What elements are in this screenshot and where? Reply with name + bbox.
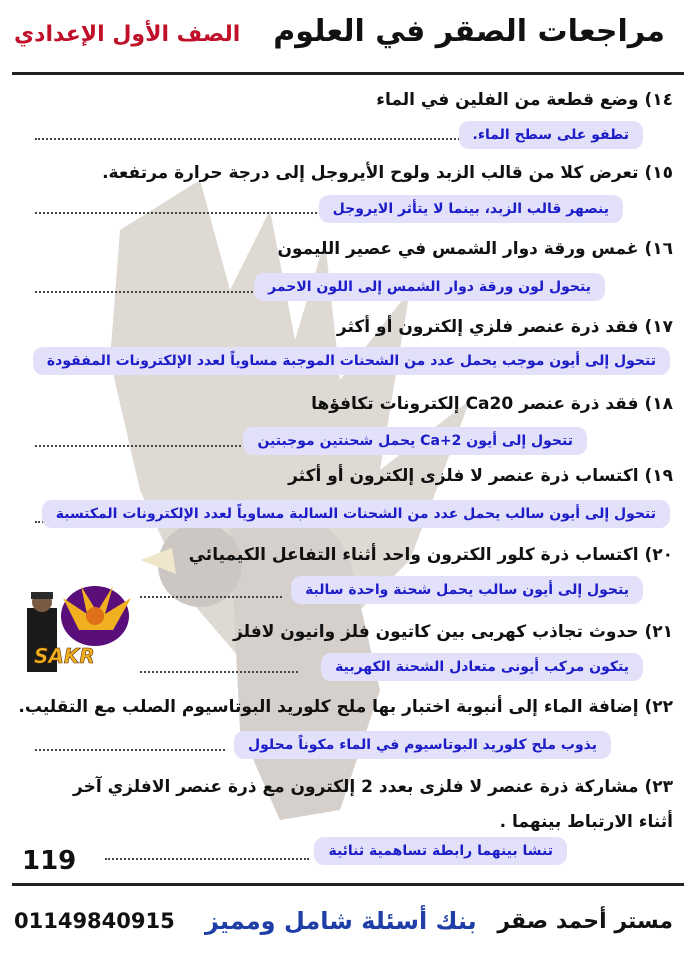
answer-16: يتحول لون ورقة دوار الشمس إلى اللون الاحمر [254,273,605,301]
answer-line [105,858,309,860]
question-18: ١٨) فقد ذرة عنصر Ca20 إلكترونات تكافؤها [311,394,673,414]
question-22: ٢٢) إضافة الماء إلى أنبوبة اختبار بها ملح كلوريد البوتاسيوم الصلب مع التقليب. [18,697,673,717]
header-divider [12,72,684,75]
answer-18: تتحول إلى أيون Ca+2 يحمل شحنتين موجبتين [243,427,587,455]
answer-21: يتكون مركب أيونى متعادل الشحنة الكهربية [321,653,643,681]
question-15: ١٥) تعرض كلا من قالب الزبد ولوح الأيروجل إلى درجة حرارة مرتفعة. [102,163,673,183]
grade-label: الصف الأول الإعدادي [14,22,241,47]
question-19: ١٩) اكتساب ذرة عنصر لا فلزى إلكترون أو أكثر [288,466,673,486]
phone-number: 01149840915 [14,909,175,933]
page-title: مراجعات الصقر في العلوم [273,14,665,49]
answer-line [140,596,282,598]
logo-text: SAKR [34,644,95,668]
question-20: ٢٠) اكتساب ذرة كلور الكترون واحد أثناء التفاعل الكيميائي [188,545,673,565]
answer-14: تطفو على سطح الماء. [459,121,643,149]
question-23: ٢٣) مشاركة ذرة عنصر لا فلزى بعدد 2 إلكترون مع ذرة عنصر الافلزي آخر أثناء الارتباط بينهما . [73,777,673,832]
question-16: ١٦) غمس ورقة دوار الشمس في عصير الليمون [277,239,673,259]
answer-line [35,212,333,214]
page-footer [0,895,695,960]
answer-20: يتحول إلى أيون سالب يحمل شحنة واحدة سالبة [291,576,643,604]
answer-line [35,445,245,447]
footer-divider [12,883,684,886]
answer-15: ينصهر قالب الزبد، بينما لا يتأثر الايروجل [319,195,623,223]
page-header [0,0,695,72]
teacher-name: مستر أحمد صقر [497,909,673,934]
answer-line [35,138,467,140]
page-number: 119 [22,846,77,876]
answer-19: تتحول إلى أيون سالب يحمل عدد من الشحنات السالبة مساوياً لعدد الإلكترونات المكتسبة [42,500,670,528]
answer-line [140,671,298,673]
question-17: ١٧) فقد ذرة عنصر فلزي إلكترون أو أكثر [336,317,673,337]
question-14: ١٤) وضع قطعة من الفلين في الماء [376,90,673,110]
answer-17: تتحول إلى أيون موجب يحمل عدد من الشحنات الموجبة مساوياً لعدد الإلكترونات المفقودة [33,347,670,375]
question-21: ٢١) حدوث تجاذب كهربى بين كاتيون فلز وانيون لافلز [233,622,673,642]
answer-23: تنشا بينهما رابطة تساهمية ثنائية [314,837,567,865]
answer-22: يذوب ملح كلوريد البوتاسيوم في الماء مكوناً محلول [234,731,611,759]
question-bank-label: بنك أسئلة شامل ومميز [205,907,477,935]
answer-line [35,749,225,751]
